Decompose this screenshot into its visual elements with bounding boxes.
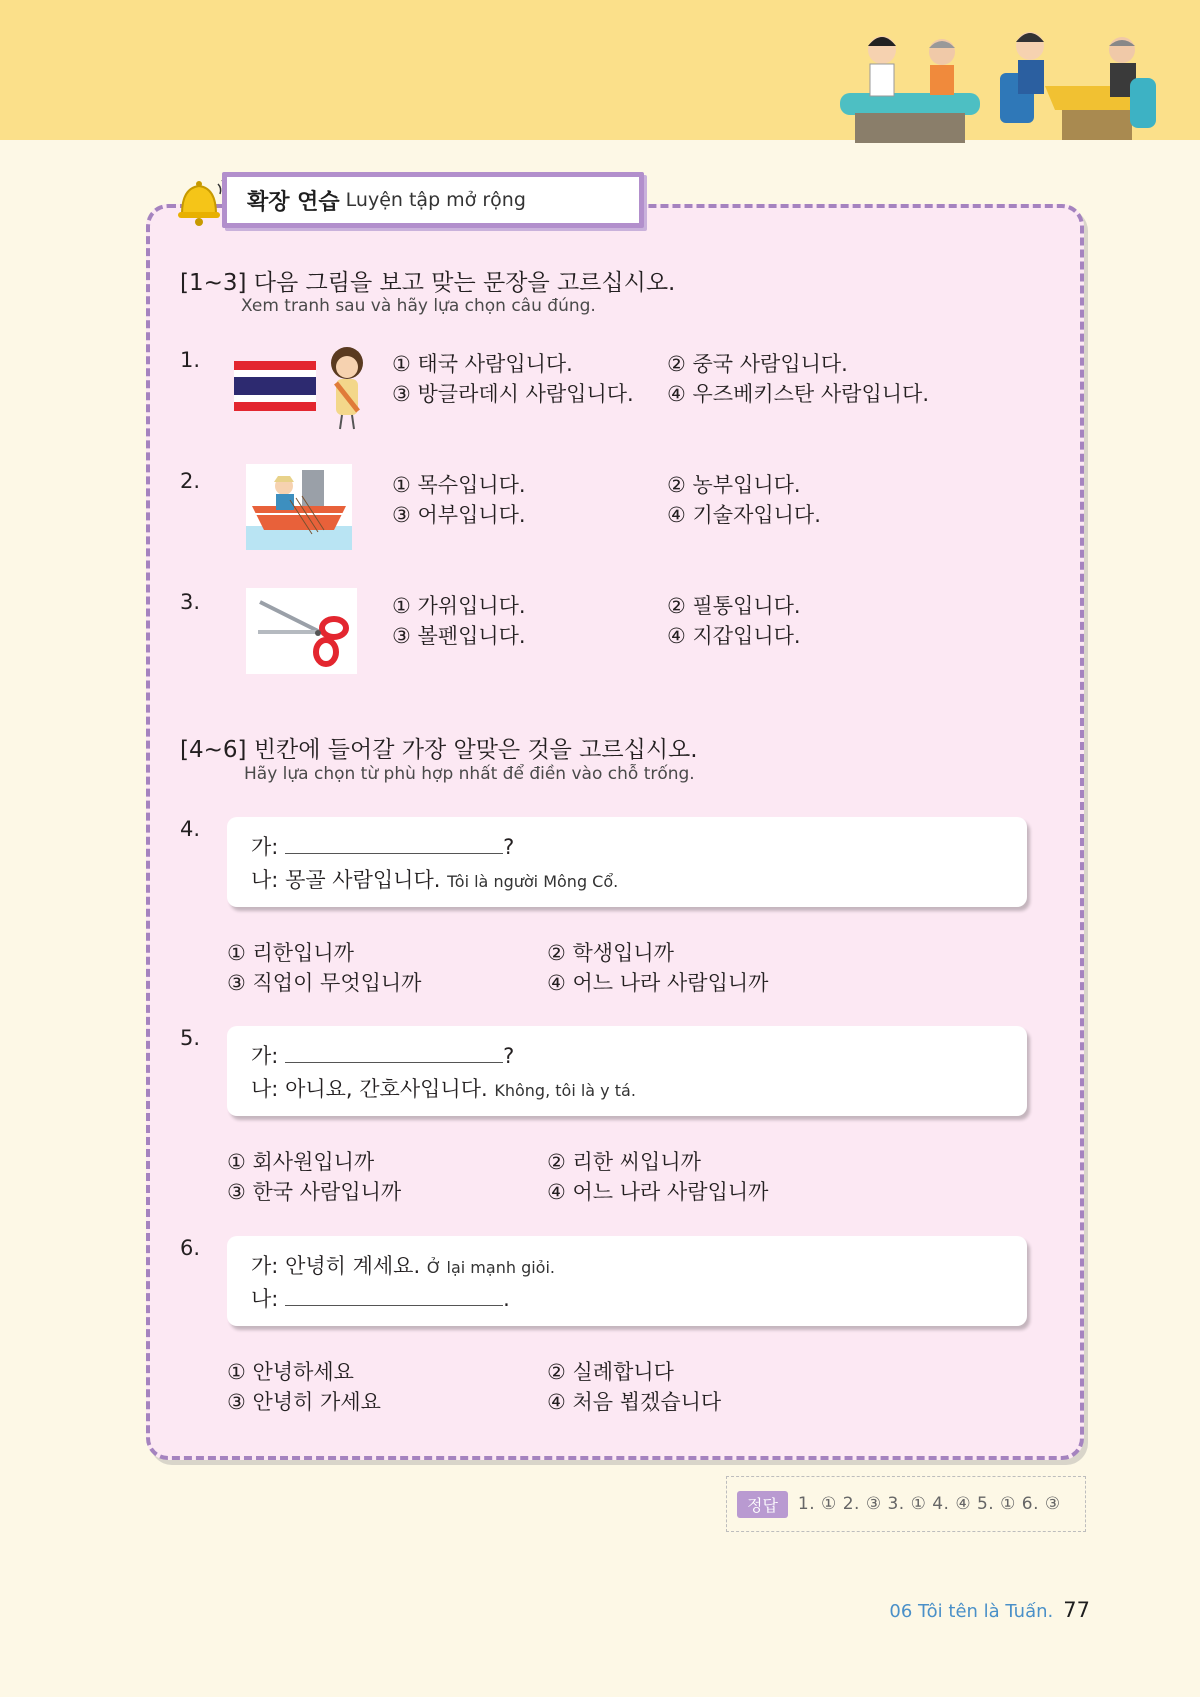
option-4[interactable]: ④ 지갑입니다. [667,624,801,648]
option-1[interactable]: ① 태국 사람입니다. [392,352,573,376]
fisherman-on-boat-illustration [246,464,352,550]
option-3[interactable]: ③ 직업이 무엇입니까 [227,971,422,995]
part1-subheading: Xem tranh sau và hãy lựa chọn câu đúng. [241,296,596,316]
answer-key [726,1476,1086,1532]
part2-heading: [4~6] 빈칸에 들어갈 가장 알맞은 것을 고르십시오. [180,737,698,763]
question-number: 1. [180,348,201,372]
option-1[interactable]: ① 회사원입니까 [227,1150,375,1174]
answer-blank[interactable] [285,834,503,854]
question-number: 2. [180,469,201,493]
option-3[interactable]: ③ 한국 사람입니까 [227,1180,402,1204]
option-4[interactable]: ④ 기술자입니다. [667,503,821,527]
option-2[interactable]: ② 필통입니다. [667,594,801,618]
option-4[interactable]: ④ 처음 뵙겠습니다 [547,1390,722,1414]
part1-heading: [1~3] 다음 그림을 보고 맞는 문장을 고르십시오. [180,270,676,296]
dialogue-line-a: 가: 안녕히 계세요. Ở lại mạnh giỏi. [251,1254,555,1278]
dialogue-box [227,1026,1027,1116]
office-people-illustration [830,18,1160,143]
option-1[interactable]: ① 안녕하세요 [227,1360,354,1384]
option-2[interactable]: ② 농부입니다. [667,473,801,497]
page-number: 77 [1063,1598,1090,1622]
section-title-tab [222,172,644,228]
option-2[interactable]: ② 학생입니까 [547,941,674,965]
option-2[interactable]: ② 리한 씨입니까 [547,1150,701,1174]
chapter-title: 06 Tôi tên là Tuấn. [889,1601,1054,1622]
dialogue-line-b: 나: 몽골 사람입니다. Tôi là người Mông Cổ. [251,868,619,892]
option-1[interactable]: ① 리한입니까 [227,941,354,965]
section-title-ko: 확장 연습 [247,189,340,215]
dialogue-line-a: 가: ? [251,1044,515,1068]
question-number: 3. [180,590,201,614]
dialogue-box [227,817,1027,907]
option-3[interactable]: ③ 안녕히 가세요 [227,1390,381,1414]
option-3[interactable]: ③ 어부입니다. [392,503,526,527]
page-footer [889,1598,1090,1622]
dialogue-line-a: 가: ? [251,835,515,859]
dialogue-line-b: 나: . [251,1287,510,1311]
answer-key-text: 1. ① 2. ③ 3. ① 4. ④ 5. ① 6. ③ [797,1494,1061,1514]
option-1[interactable]: ① 목수입니다. [392,473,526,497]
answer-blank[interactable] [285,1043,503,1063]
scissors-illustration [246,588,357,674]
option-4[interactable]: ④ 어느 나라 사람입니까 [547,1180,769,1204]
option-2[interactable]: ② 중국 사람입니다. [667,352,848,376]
part2-subheading: Hãy lựa chọn từ phù hợp nhất để điền vào chỗ trống. [244,764,695,784]
option-4[interactable]: ④ 어느 나라 사람입니까 [547,971,769,995]
question-number: 4. [180,817,201,841]
option-3[interactable]: ③ 방글라데시 사람입니다. [392,382,634,406]
bell-icon [172,174,226,228]
section-title-vi: Luyện tập mở rộng [345,189,526,211]
question-number: 6. [180,1236,201,1260]
thailand-woman-illustration [232,345,372,431]
option-2[interactable]: ② 실례합니다 [547,1360,674,1384]
option-3[interactable]: ③ 볼펜입니다. [392,624,526,648]
answer-blank[interactable] [285,1286,503,1306]
option-4[interactable]: ④ 우즈베키스탄 사람입니다. [667,382,929,406]
dialogue-line-b: 나: 아니요, 간호사입니다. Không, tôi là y tá. [251,1077,636,1101]
option-1[interactable]: ① 가위입니다. [392,594,526,618]
question-number: 5. [180,1026,201,1050]
dialogue-box [227,1236,1027,1326]
answer-key-label: 정답 [737,1491,788,1518]
